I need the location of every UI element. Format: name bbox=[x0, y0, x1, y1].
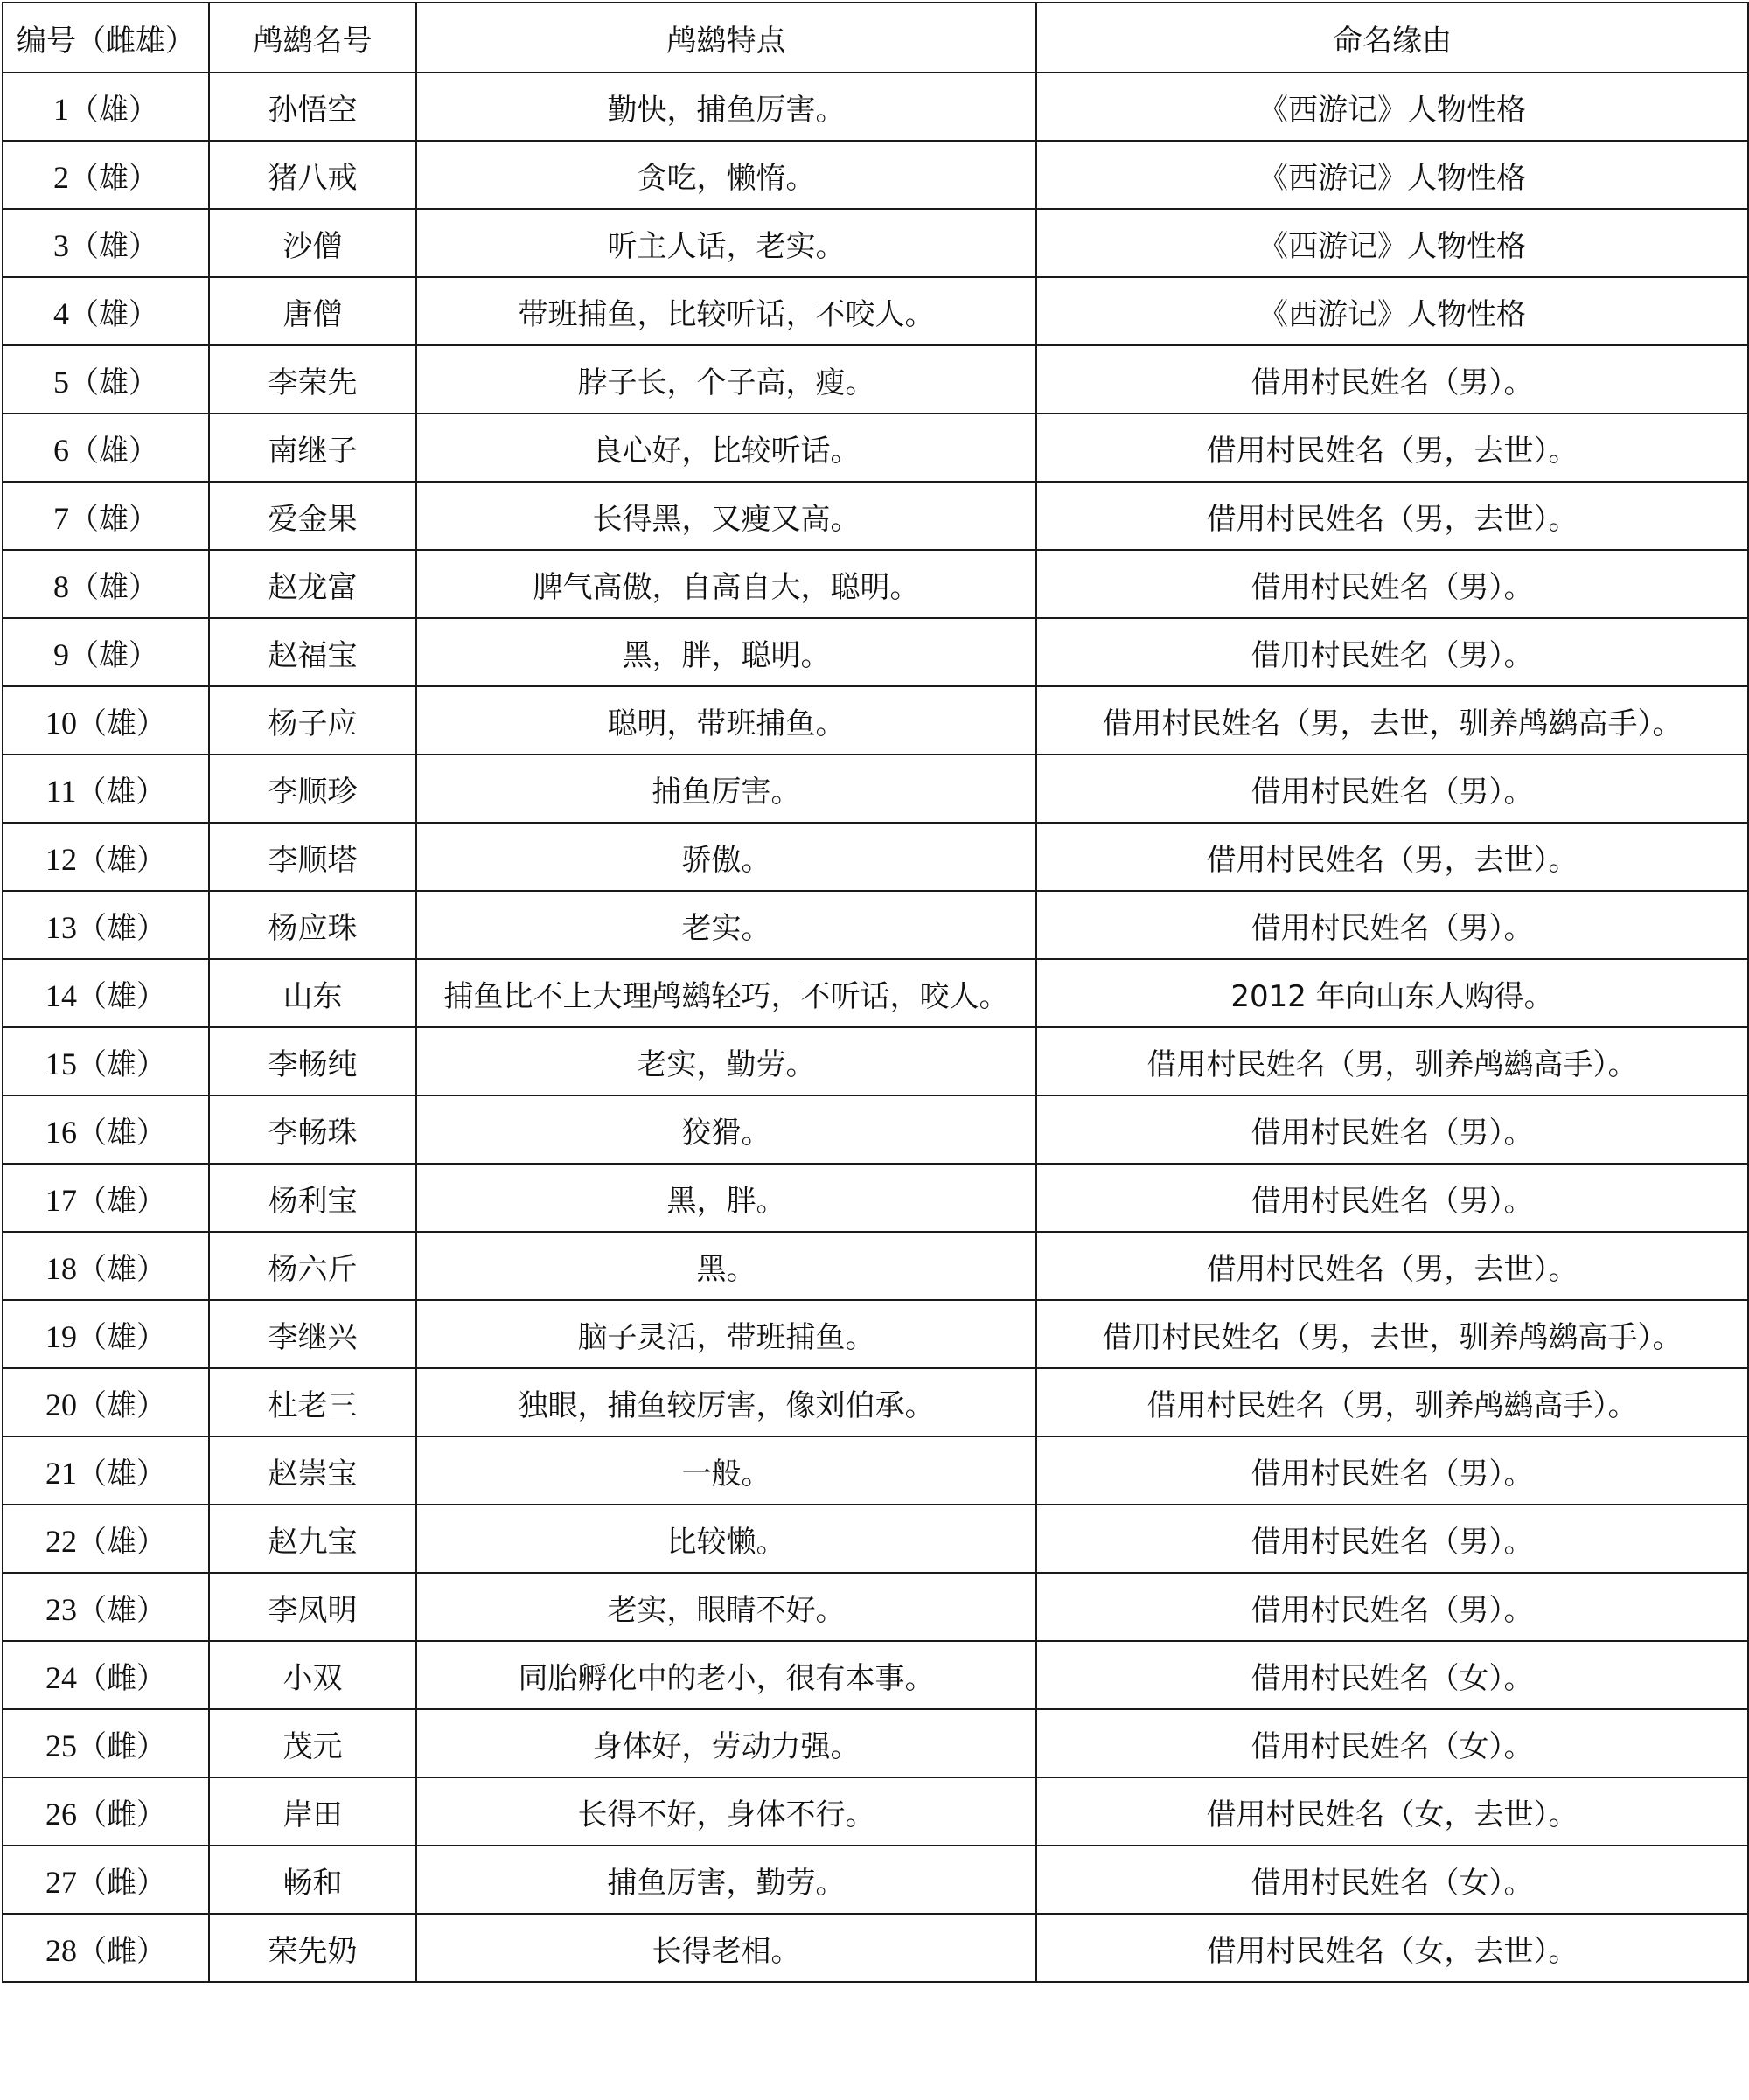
cell-cormorant-traits: 带班捕鱼，比较听话，不咬人。 bbox=[416, 277, 1036, 345]
cell-cormorant-traits: 身体好，劳动力强。 bbox=[416, 1709, 1036, 1777]
row-sex: （雄） bbox=[69, 569, 158, 605]
row-number: 8 bbox=[53, 568, 69, 604]
cell-cormorant-name: 赵九宝 bbox=[209, 1505, 416, 1573]
cell-naming-reason: 借用村民姓名（男）。 bbox=[1036, 550, 1748, 618]
cell-naming-reason: 借用村民姓名（男）。 bbox=[1036, 345, 1748, 414]
cell-number-sex bbox=[3, 1164, 209, 1232]
row-sex: （雄） bbox=[69, 433, 158, 469]
cell-cormorant-name: 杨应珠 bbox=[209, 891, 416, 959]
cell-number-sex bbox=[3, 1368, 209, 1436]
cell-cormorant-traits: 勤快，捕鱼厉害。 bbox=[416, 73, 1036, 141]
cell-cormorant-name: 杨利宝 bbox=[209, 1164, 416, 1232]
table-row bbox=[3, 141, 1748, 209]
cell-cormorant-name: 爱金果 bbox=[209, 482, 416, 550]
cell-cormorant-traits: 贪吃，懒惰。 bbox=[416, 141, 1036, 209]
cell-naming-reason: 2012 年向山东人购得。 bbox=[1036, 959, 1748, 1027]
row-sex: （雌） bbox=[77, 1728, 166, 1764]
cell-naming-reason: 借用村民姓名（男，去世）。 bbox=[1036, 482, 1748, 550]
cell-cormorant-name: 李畅珠 bbox=[209, 1095, 416, 1164]
row-number: 4 bbox=[53, 296, 69, 331]
cell-number-sex bbox=[3, 686, 209, 754]
cell-cormorant-name: 山东 bbox=[209, 959, 416, 1027]
row-sex: （雄） bbox=[77, 706, 166, 741]
table-row bbox=[3, 1846, 1748, 1914]
row-sex: （雄） bbox=[69, 160, 158, 196]
cell-cormorant-traits: 脑子灵活，带班捕鱼。 bbox=[416, 1300, 1036, 1368]
cell-number-sex bbox=[3, 1232, 209, 1300]
table-row bbox=[3, 1709, 1748, 1777]
row-number: 9 bbox=[53, 636, 69, 672]
cell-naming-reason: 借用村民姓名（男）。 bbox=[1036, 891, 1748, 959]
row-number: 21 bbox=[45, 1455, 77, 1491]
cell-cormorant-name: 小双 bbox=[209, 1641, 416, 1709]
cell-cormorant-traits: 独眼，捕鱼较厉害，像刘伯承。 bbox=[416, 1368, 1036, 1436]
cell-number-sex bbox=[3, 1709, 209, 1777]
row-number: 5 bbox=[53, 364, 69, 400]
cell-number-sex bbox=[3, 754, 209, 823]
table-row bbox=[3, 277, 1748, 345]
row-number: 11 bbox=[45, 773, 77, 809]
row-number: 24 bbox=[45, 1659, 77, 1695]
cell-naming-reason: 借用村民姓名（男，去世，驯养鸬鹚高手）。 bbox=[1036, 1300, 1748, 1368]
cell-cormorant-traits: 捕鱼比不上大理鸬鹚轻巧，不听话，咬人。 bbox=[416, 959, 1036, 1027]
cell-cormorant-traits: 捕鱼厉害。 bbox=[416, 754, 1036, 823]
cell-cormorant-traits: 听主人话，老实。 bbox=[416, 209, 1036, 277]
cell-cormorant-traits: 老实。 bbox=[416, 891, 1036, 959]
row-number: 3 bbox=[53, 227, 69, 263]
cell-number-sex bbox=[3, 618, 209, 686]
row-number: 19 bbox=[45, 1318, 77, 1354]
table-row bbox=[3, 209, 1748, 277]
cell-number-sex bbox=[3, 823, 209, 891]
cell-cormorant-name: 杨子应 bbox=[209, 686, 416, 754]
row-number: 23 bbox=[45, 1591, 77, 1627]
row-sex: （雄） bbox=[77, 1183, 166, 1219]
cell-number-sex bbox=[3, 1027, 209, 1095]
row-sex: （雄） bbox=[69, 296, 158, 332]
cell-naming-reason: 《西游记》人物性格 bbox=[1036, 141, 1748, 209]
cell-naming-reason: 借用村民姓名（男，驯养鸬鹚高手）。 bbox=[1036, 1027, 1748, 1095]
cell-naming-reason: 《西游记》人物性格 bbox=[1036, 209, 1748, 277]
cell-cormorant-traits: 长得黑，又瘦又高。 bbox=[416, 482, 1036, 550]
row-sex: （雄） bbox=[77, 1115, 166, 1151]
table-row bbox=[3, 1368, 1748, 1436]
table-row bbox=[3, 1777, 1748, 1846]
cell-naming-reason: 借用村民姓名（男）。 bbox=[1036, 1095, 1748, 1164]
cell-number-sex bbox=[3, 959, 209, 1027]
row-sex: （雄） bbox=[77, 910, 166, 946]
table-row bbox=[3, 686, 1748, 754]
cell-number-sex bbox=[3, 209, 209, 277]
cell-cormorant-name: 荣先奶 bbox=[209, 1914, 416, 1982]
row-number: 18 bbox=[45, 1250, 77, 1286]
table-row bbox=[3, 1095, 1748, 1164]
table-row bbox=[3, 1232, 1748, 1300]
row-number: 16 bbox=[45, 1114, 77, 1150]
cell-number-sex bbox=[3, 891, 209, 959]
cell-cormorant-traits: 聪明，带班捕鱼。 bbox=[416, 686, 1036, 754]
row-sex: （雄） bbox=[77, 1251, 166, 1287]
cell-number-sex bbox=[3, 1914, 209, 1982]
cell-cormorant-name: 茂元 bbox=[209, 1709, 416, 1777]
cell-cormorant-traits: 狡猾。 bbox=[416, 1095, 1036, 1164]
cell-number-sex bbox=[3, 1505, 209, 1573]
cell-naming-reason: 借用村民姓名（男，去世）。 bbox=[1036, 414, 1748, 482]
row-number: 14 bbox=[45, 977, 77, 1013]
table-row bbox=[3, 550, 1748, 618]
cell-cormorant-name: 赵崇宝 bbox=[209, 1436, 416, 1505]
cell-naming-reason: 借用村民姓名（女，去世）。 bbox=[1036, 1777, 1748, 1846]
row-number: 26 bbox=[45, 1796, 77, 1832]
row-number: 20 bbox=[45, 1387, 77, 1422]
cell-cormorant-name: 赵龙富 bbox=[209, 550, 416, 618]
row-number: 12 bbox=[45, 841, 77, 877]
table-row bbox=[3, 1300, 1748, 1368]
table-row bbox=[3, 1027, 1748, 1095]
cell-cormorant-name: 孙悟空 bbox=[209, 73, 416, 141]
cell-number-sex bbox=[3, 1846, 209, 1914]
table-row bbox=[3, 414, 1748, 482]
row-sex: （雄） bbox=[69, 365, 158, 400]
cell-naming-reason: 借用村民姓名（男，驯养鸬鹚高手）。 bbox=[1036, 1368, 1748, 1436]
table-row bbox=[3, 891, 1748, 959]
cell-cormorant-name: 猪八戒 bbox=[209, 141, 416, 209]
row-sex: （雄） bbox=[69, 228, 158, 264]
row-sex: （雄） bbox=[77, 1456, 166, 1492]
header-naming-reason: 命名缘由 bbox=[1036, 3, 1748, 73]
row-number: 28 bbox=[45, 1932, 77, 1968]
table-row bbox=[3, 1914, 1748, 1982]
row-sex: （雄） bbox=[69, 501, 158, 537]
row-sex: （雌） bbox=[77, 1660, 166, 1696]
table-row bbox=[3, 823, 1748, 891]
row-sex: （雄） bbox=[77, 1524, 166, 1560]
cell-number-sex bbox=[3, 414, 209, 482]
cell-cormorant-traits: 脾气高傲，自高自大，聪明。 bbox=[416, 550, 1036, 618]
cell-cormorant-traits: 比较懒。 bbox=[416, 1505, 1036, 1573]
table-row bbox=[3, 73, 1748, 141]
table-header bbox=[3, 3, 1748, 73]
cell-naming-reason: 借用村民姓名（男）。 bbox=[1036, 1505, 1748, 1573]
cell-cormorant-name: 李凤明 bbox=[209, 1573, 416, 1641]
row-sex: （雄） bbox=[77, 1319, 166, 1355]
row-sex: （雄） bbox=[76, 774, 166, 810]
cell-number-sex bbox=[3, 1300, 209, 1368]
row-sex: （雄） bbox=[77, 842, 166, 878]
row-sex: （雌） bbox=[77, 1865, 166, 1901]
cell-cormorant-name: 杨六斤 bbox=[209, 1232, 416, 1300]
cell-number-sex bbox=[3, 1777, 209, 1846]
cell-cormorant-traits: 黑，胖，聪明。 bbox=[416, 618, 1036, 686]
cell-cormorant-traits: 一般。 bbox=[416, 1436, 1036, 1505]
row-number: 7 bbox=[53, 500, 69, 536]
row-sex: （雄） bbox=[69, 637, 158, 673]
row-sex: （雄） bbox=[77, 1592, 166, 1628]
cell-naming-reason: 借用村民姓名（女）。 bbox=[1036, 1641, 1748, 1709]
cell-cormorant-traits: 长得不好，身体不行。 bbox=[416, 1777, 1036, 1846]
cell-cormorant-name: 岸田 bbox=[209, 1777, 416, 1846]
cell-naming-reason: 借用村民姓名（男，去世）。 bbox=[1036, 1232, 1748, 1300]
cormorant-names-table bbox=[2, 2, 1749, 1983]
cell-number-sex bbox=[3, 482, 209, 550]
cell-cormorant-traits: 黑。 bbox=[416, 1232, 1036, 1300]
table-row bbox=[3, 959, 1748, 1027]
row-sex: （雄） bbox=[69, 92, 158, 128]
row-number: 6 bbox=[53, 432, 69, 468]
cell-cormorant-name: 南继子 bbox=[209, 414, 416, 482]
header-cormorant-name: 鸬鹚名号 bbox=[209, 3, 416, 73]
cell-naming-reason: 借用村民姓名（男）。 bbox=[1036, 1573, 1748, 1641]
row-number: 10 bbox=[45, 705, 77, 741]
row-number: 17 bbox=[45, 1182, 77, 1218]
cell-naming-reason: 借用村民姓名（男）。 bbox=[1036, 1164, 1748, 1232]
cell-cormorant-name: 李继兴 bbox=[209, 1300, 416, 1368]
cell-cormorant-name: 李畅纯 bbox=[209, 1027, 416, 1095]
cell-naming-reason: 借用村民姓名（女）。 bbox=[1036, 1709, 1748, 1777]
row-sex: （雌） bbox=[77, 1797, 166, 1832]
row-number: 22 bbox=[45, 1523, 77, 1559]
cell-cormorant-name: 沙僧 bbox=[209, 209, 416, 277]
row-sex: （雌） bbox=[77, 1933, 166, 1969]
row-sex: （雄） bbox=[77, 1387, 166, 1423]
cell-cormorant-name: 杜老三 bbox=[209, 1368, 416, 1436]
cell-cormorant-traits: 捕鱼厉害，勤劳。 bbox=[416, 1846, 1036, 1914]
table-row bbox=[3, 1641, 1748, 1709]
header-row bbox=[3, 3, 1748, 73]
table-row bbox=[3, 1436, 1748, 1505]
cell-number-sex bbox=[3, 1095, 209, 1164]
row-number: 1 bbox=[53, 91, 69, 127]
row-sex: （雄） bbox=[77, 1047, 166, 1082]
cell-naming-reason: 借用村民姓名（男，去世，驯养鸬鹚高手）。 bbox=[1036, 686, 1748, 754]
cell-cormorant-name: 唐僧 bbox=[209, 277, 416, 345]
cell-naming-reason: 借用村民姓名（男，去世）。 bbox=[1036, 823, 1748, 891]
cell-cormorant-traits: 黑，胖。 bbox=[416, 1164, 1036, 1232]
header-number-sex: 编号（雌雄） bbox=[3, 3, 209, 73]
cell-cormorant-name: 畅和 bbox=[209, 1846, 416, 1914]
header-cormorant-traits: 鸬鹚特点 bbox=[416, 3, 1036, 73]
row-number: 2 bbox=[53, 159, 69, 195]
cell-cormorant-traits: 长得老相。 bbox=[416, 1914, 1036, 1982]
table-row bbox=[3, 482, 1748, 550]
cell-number-sex bbox=[3, 277, 209, 345]
cell-cormorant-traits: 脖子长，个子高，瘦。 bbox=[416, 345, 1036, 414]
cell-naming-reason: 《西游记》人物性格 bbox=[1036, 277, 1748, 345]
row-number: 25 bbox=[45, 1728, 77, 1763]
row-number: 27 bbox=[45, 1864, 77, 1900]
cell-number-sex bbox=[3, 1573, 209, 1641]
cell-cormorant-name: 李顺珍 bbox=[209, 754, 416, 823]
table-row bbox=[3, 1573, 1748, 1641]
table-body bbox=[3, 73, 1748, 1982]
cell-cormorant-name: 李荣先 bbox=[209, 345, 416, 414]
cell-number-sex bbox=[3, 550, 209, 618]
cell-number-sex bbox=[3, 141, 209, 209]
cell-cormorant-name: 赵福宝 bbox=[209, 618, 416, 686]
row-number: 15 bbox=[45, 1046, 77, 1081]
cell-cormorant-traits: 骄傲。 bbox=[416, 823, 1036, 891]
cell-number-sex bbox=[3, 345, 209, 414]
cell-naming-reason: 《西游记》人物性格 bbox=[1036, 73, 1748, 141]
row-number: 13 bbox=[45, 909, 77, 945]
table-row bbox=[3, 345, 1748, 414]
cell-number-sex bbox=[3, 1436, 209, 1505]
table-row bbox=[3, 1505, 1748, 1573]
cell-naming-reason: 借用村民姓名（男）。 bbox=[1036, 618, 1748, 686]
cell-cormorant-name: 李顺塔 bbox=[209, 823, 416, 891]
cell-naming-reason: 借用村民姓名（男）。 bbox=[1036, 1436, 1748, 1505]
cell-cormorant-traits: 同胎孵化中的老小，很有本事。 bbox=[416, 1641, 1036, 1709]
cell-naming-reason: 借用村民姓名（女，去世）。 bbox=[1036, 1914, 1748, 1982]
cell-cormorant-traits: 老实，眼睛不好。 bbox=[416, 1573, 1036, 1641]
cell-number-sex bbox=[3, 1641, 209, 1709]
cell-naming-reason: 借用村民姓名（男）。 bbox=[1036, 754, 1748, 823]
cell-naming-reason: 借用村民姓名（女）。 bbox=[1036, 1846, 1748, 1914]
table-row bbox=[3, 754, 1748, 823]
cell-number-sex bbox=[3, 73, 209, 141]
row-sex: （雄） bbox=[77, 978, 166, 1014]
cell-cormorant-traits: 良心好，比较听话。 bbox=[416, 414, 1036, 482]
cell-cormorant-traits: 老实，勤劳。 bbox=[416, 1027, 1036, 1095]
table-row bbox=[3, 618, 1748, 686]
table-row bbox=[3, 1164, 1748, 1232]
